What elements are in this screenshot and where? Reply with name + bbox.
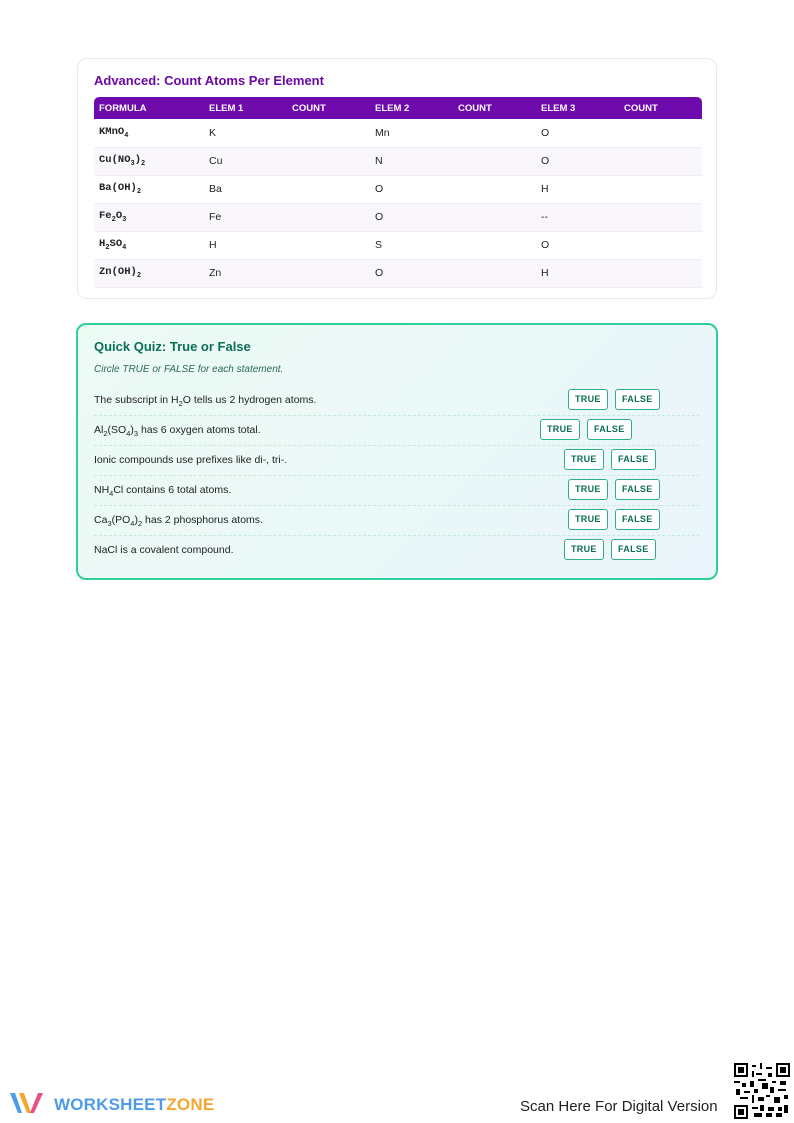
header-elem-2: ELEM 2 bbox=[375, 102, 410, 114]
table-row bbox=[94, 147, 702, 175]
count-3-cell[interactable] bbox=[619, 203, 702, 231]
elem-3-cell: H bbox=[536, 259, 619, 287]
elem-1-cell: Cu bbox=[204, 147, 287, 175]
count-3-cell[interactable] bbox=[619, 119, 702, 147]
question-text: Ionic compounds use prefixes like di-, tri-. bbox=[94, 454, 288, 466]
header-formula: FORMULA bbox=[99, 102, 147, 114]
worksheetzone-logo-icon bbox=[8, 1089, 48, 1122]
count-2-cell[interactable] bbox=[453, 259, 536, 287]
quiz-question bbox=[94, 536, 700, 566]
header-elem-1: ELEM 1 bbox=[209, 102, 244, 114]
table-row bbox=[94, 175, 702, 203]
count-1-cell[interactable] bbox=[287, 231, 370, 259]
true-button[interactable]: TRUE bbox=[564, 449, 604, 470]
header-elem-3: ELEM 3 bbox=[541, 102, 576, 114]
count-2-cell[interactable] bbox=[453, 203, 536, 231]
question-text: $Ca_3(PO_4)_2$ has 2 phosphorus atoms. bbox=[94, 514, 263, 529]
quiz-instructions: Circle TRUE or FALSE for each statement. bbox=[94, 364, 284, 375]
question-text: $NH_4Cl$ contains 6 total atoms. bbox=[94, 484, 232, 499]
elem-1-cell: H bbox=[204, 231, 287, 259]
elem-3-cell: H bbox=[536, 175, 619, 203]
false-button[interactable]: FALSE bbox=[615, 479, 660, 500]
quiz-title: Quick Quiz: True or False bbox=[94, 339, 251, 354]
count-3-cell[interactable] bbox=[619, 259, 702, 287]
elem-3-cell: O bbox=[536, 147, 619, 175]
question-text: The subscript in $H_2O$ tells us 2 hydrogen atoms. bbox=[94, 394, 317, 409]
formula-cell: $Cu(NO_3)_2$ bbox=[94, 147, 204, 175]
true-button[interactable]: TRUE bbox=[568, 479, 608, 500]
count-1-cell[interactable] bbox=[287, 147, 370, 175]
table-row bbox=[94, 119, 702, 147]
false-button[interactable]: FALSE bbox=[611, 449, 656, 470]
quiz-question bbox=[94, 446, 700, 476]
quiz-question bbox=[94, 506, 700, 536]
quiz-question bbox=[94, 386, 700, 416]
true-button[interactable]: TRUE bbox=[568, 389, 608, 410]
count-2-cell[interactable] bbox=[453, 147, 536, 175]
elem-3-cell: -- bbox=[536, 203, 619, 231]
formula-cell: $Fe_2O_3$ bbox=[94, 203, 204, 231]
elem-1-cell: Ba bbox=[204, 175, 287, 203]
elem-2-cell: N bbox=[370, 147, 453, 175]
false-button[interactable]: FALSE bbox=[615, 509, 660, 530]
table-row bbox=[94, 231, 702, 259]
elem-2-cell: O bbox=[370, 175, 453, 203]
count-3-cell[interactable] bbox=[619, 231, 702, 259]
table-header-row bbox=[94, 97, 702, 119]
count-3-cell[interactable] bbox=[619, 175, 702, 203]
header-count-1: COUNT bbox=[292, 102, 326, 114]
quiz-question bbox=[94, 416, 700, 446]
false-button[interactable]: FALSE bbox=[615, 389, 660, 410]
question-text: $Al_2(SO_4)_3$ has 6 oxygen atoms total. bbox=[94, 424, 261, 439]
brand-name: WORKSHEETZONE bbox=[54, 1095, 215, 1114]
formula-cell: $H_2SO_4$ bbox=[94, 231, 204, 259]
formula-cell: KMnO$_4$ bbox=[94, 119, 204, 147]
table-row bbox=[94, 259, 702, 287]
elem-2-cell: O bbox=[370, 203, 453, 231]
qr-code-icon[interactable] bbox=[734, 1063, 790, 1119]
quiz-question bbox=[94, 476, 700, 506]
quiz-card bbox=[76, 323, 718, 580]
scan-text: Scan Here For Digital Version bbox=[520, 1098, 718, 1115]
header-count-2: COUNT bbox=[458, 102, 492, 114]
true-button[interactable]: TRUE bbox=[564, 539, 604, 560]
true-button[interactable]: TRUE bbox=[568, 509, 608, 530]
elem-1-cell: Zn bbox=[204, 259, 287, 287]
elem-2-cell: O bbox=[370, 259, 453, 287]
count-1-cell[interactable] bbox=[287, 175, 370, 203]
count-1-cell[interactable] bbox=[287, 119, 370, 147]
count-1-cell[interactable] bbox=[287, 259, 370, 287]
elem-3-cell: O bbox=[536, 231, 619, 259]
count-2-cell[interactable] bbox=[453, 175, 536, 203]
elem-3-cell: O bbox=[536, 119, 619, 147]
count-2-cell[interactable] bbox=[453, 231, 536, 259]
table-row bbox=[94, 203, 702, 231]
elem-2-cell: Mn bbox=[370, 119, 453, 147]
elem-2-cell: S bbox=[370, 231, 453, 259]
elem-1-cell: K bbox=[204, 119, 287, 147]
true-button[interactable]: TRUE bbox=[540, 419, 580, 440]
false-button[interactable]: FALSE bbox=[611, 539, 656, 560]
atoms-table bbox=[94, 97, 702, 288]
formula-cell: $Zn(OH)_2$ bbox=[94, 259, 204, 287]
worksheetzone-brand[interactable] bbox=[8, 1090, 214, 1120]
false-button[interactable]: FALSE bbox=[587, 419, 632, 440]
count-2-cell[interactable] bbox=[453, 119, 536, 147]
question-text: NaCl is a covalent compound. bbox=[94, 544, 234, 556]
elem-1-cell: Fe bbox=[204, 203, 287, 231]
advanced-title: Advanced: Count Atoms Per Element bbox=[94, 73, 324, 88]
advanced-atoms-card bbox=[77, 58, 717, 299]
header-count-3: COUNT bbox=[624, 102, 658, 114]
count-1-cell[interactable] bbox=[287, 203, 370, 231]
formula-cell: $Ba(OH)_2$ bbox=[94, 175, 204, 203]
count-3-cell[interactable] bbox=[619, 147, 702, 175]
